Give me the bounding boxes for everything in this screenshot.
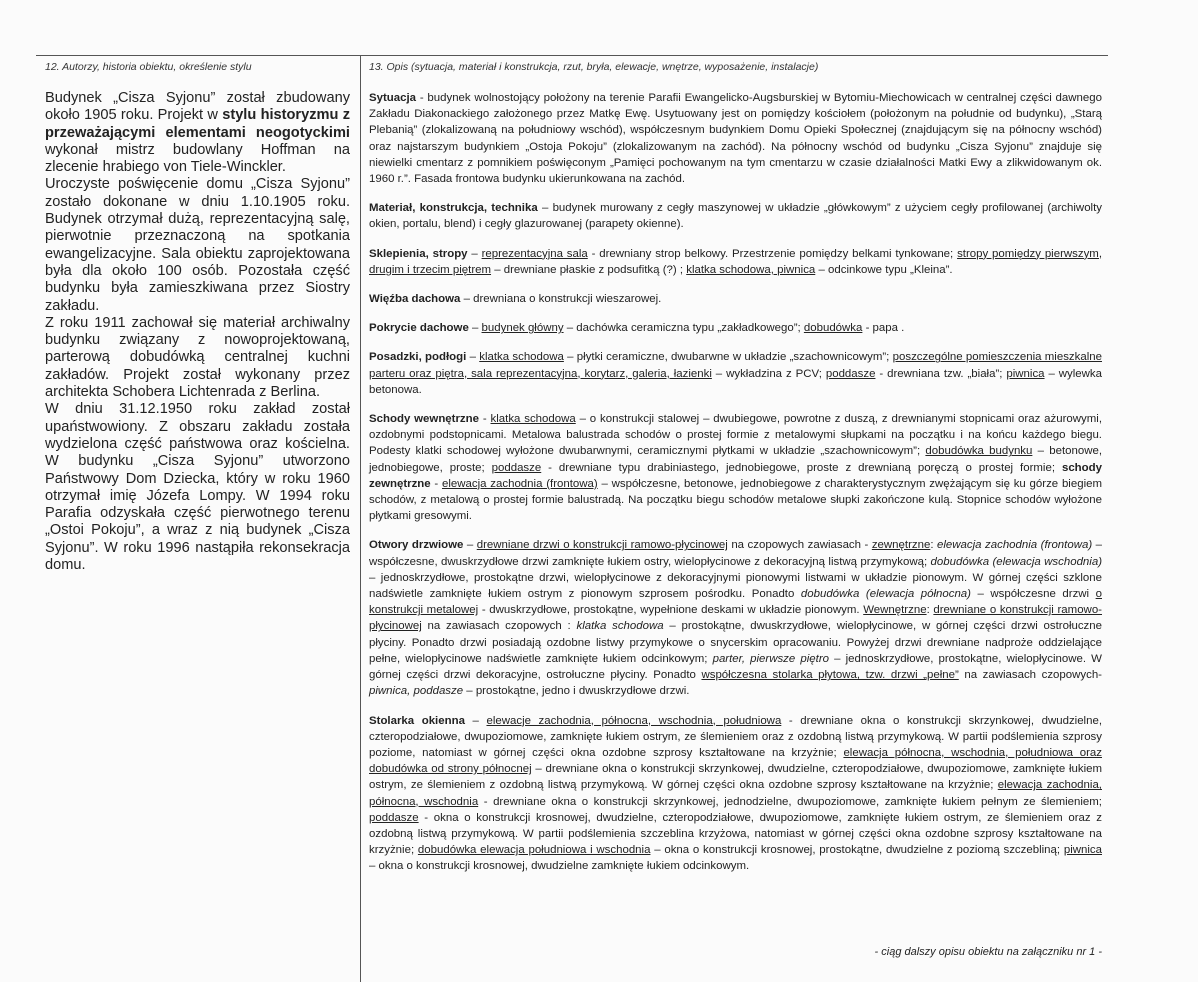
heading-text: Pokrycie dachowe: [369, 322, 469, 335]
text-run: - budynek wolnostojący położony na terenie Parafii Ewangelicko-Augsburskiej w Bytomiu-Miechowicach w centralnej części dawnego Zakładu Diakonackiego założonego przez Matkę Ewę. Usytuowany jest on pomiędzy kościołem (położonym na południe od budynku), „Starą Plebanią” (zlokalizowaną na południowy wschód), współczesnym budynkiem Domu Opieki Społecznej (znajdującym się na północny wschód) oraz najstarszym budynkiem „Ostoja Pokoju” (zlokalizowanym na zachód). Na północny wschód od budynku „Cisza Syjonu” znajduje się niewielki cmentarz z pomnikiem poświęconym „Pamięci pochowanym na tym cmentarzu w czasie działalności Matki Ewy a zlikwidowanym ok. 1960 r.”. Fasada frontowa budynku ukierunkowana na zachód.: [369, 92, 1102, 186]
text-run: elewacja północna, wschodnia, południowa oraz dobudówka od strony północnej: [369, 746, 1102, 776]
heading-text: Więźba dachowa: [369, 293, 461, 306]
text-run: na czopowych zawiasach -: [727, 539, 872, 552]
text-run: piwnica, poddasze: [369, 685, 464, 698]
text-run: dobudówka: [803, 322, 863, 335]
text-run: drewniane drzwi o konstrukcji ramowo-płycinowej: [476, 539, 728, 552]
text-run: – okna o konstrukcji krosnowej, dwudzielne zamknięte łukiem odcinkowym.: [369, 860, 750, 873]
text-run: –: [464, 714, 487, 727]
text-run: – jednoskrzydłowe, prostokątne drzwi, wielopłycinowe z dekoracyjnymi pionowymi listwami w układzie pionowym. W górnej części szklone nadświetle zamknięte łukiem ostrym z pionowym szprosem pośrodku. Ponadto: [369, 571, 1102, 601]
text-run: - papa .: [862, 322, 905, 335]
text-run: – współczesne, dwuskrzydłowe drzwi zamknięte łukiem ostry, wielopłycinowe z dekoracyjną listwą przymykową;: [369, 539, 1102, 568]
heading-text: Otwory drzwiowe: [369, 539, 464, 552]
text-run: parter, pierwsze piętro: [712, 652, 830, 665]
heading-text: Materiał, konstrukcja, technika: [369, 202, 538, 215]
text-run: – okna o konstrukcji krosnowej, prostokątne, dwudzielne z poziomą szczebliną;: [650, 844, 1064, 857]
left-column-header: 12. Autorzy, historia obiektu, określenie stylu: [45, 61, 252, 73]
text-run: klatka schodowa: [576, 620, 664, 633]
text-run: elewacja zachodnia (frontowa): [442, 477, 598, 490]
heading-text: Sytuacja: [369, 92, 417, 104]
text-run: dobudówka (elewacja wschodnia): [930, 555, 1103, 568]
text-run: -: [430, 477, 443, 490]
text-run: stropy pomiędzy pierwszym, drugim i trzecim piętrem: [369, 247, 1103, 276]
text-run: - drewniana tzw. „biała”;: [875, 367, 1007, 380]
heading-text: Sklepienia, stropy: [369, 247, 468, 260]
text-run: dobudówka elewacja południowa i wschodnia: [417, 844, 651, 857]
text-run: na zawiasach czopowych :: [421, 620, 577, 633]
heading-text: schody zewnętrzne: [369, 461, 1102, 490]
description-paragraph: [369, 291, 1102, 307]
text-run: – drewniana o konstrukcji wieszarowej.: [460, 293, 662, 306]
description-paragraph: [369, 537, 1102, 699]
continuation-note: - ciąg dalszy opisu obiektu na załączniku nr 1 -: [874, 946, 1102, 958]
text-run: piwnica: [1063, 844, 1102, 857]
text-run: elewacje zachodnia, północna, wschodnia, południowa: [486, 714, 782, 727]
description-paragraph: [369, 320, 1102, 336]
text-run: zewnętrzne: [871, 539, 931, 552]
top-rule: [36, 55, 1108, 56]
text-run: Uroczyste poświęcenie domu „Cisza Syjonu” zostało dokonane w dniu 1.10.1905 roku. Budynek otrzymał dużą, reprezentacyjną salę, pierwotnie przeznaczoną na spotkania ewangelizacyjne. Sala obiektu zaprojektowana była dla około 100 osób. Pozostała część budynku była zamieszkiwana przez Siostry zakładu.: [45, 176, 350, 314]
text-run: Wewnętrzne: [863, 604, 927, 617]
text-run: elewacja zachodnia (frontowa): [937, 539, 1093, 552]
text-run: dobudówka budynku: [925, 445, 1033, 458]
text-run: elewacja zachodnia, północna, wschodnia: [369, 779, 1102, 808]
text-run: poddasze: [825, 367, 876, 380]
text-run: – budynek murowany z cegły maszynowej w układzie „główkowym” z użyciem cegły profilowanej (archiwolty okien, portalu, blend) i cegły glazurowanej (parapety okienne).: [369, 202, 1102, 231]
text-run: – jednoskrzydłowe, prostokątne, wielopłycinowe. W górnej części drzwi dekoracyjne, ostrołuczne płyciny. Ponadto: [369, 652, 1102, 682]
text-run: :: [930, 539, 938, 552]
column-divider: [360, 55, 361, 982]
text-run: – dachówka ceramiczna typu „zakładkowego”;: [563, 322, 804, 335]
text-run: –: [466, 351, 480, 364]
text-run: o konstrukcji metalowej: [369, 588, 1102, 617]
text-run: klatka schodowa, piwnica: [686, 263, 816, 276]
text-run: – prostokątne, dwuskrzydłowe, wielopłycinowe, w górnej części drzwi ostrołuczne płyciny. Ponadto drzwi posiadają ozdobne listwy przymykowe o snycerskim opracowaniu. Powyżej drzwi drewniane nadproże oddzielające pełne, wielopłycinowe nadświetle zamknięte łukiem odcinkowym;: [369, 620, 1103, 665]
text-run: – o konstrukcji stalowej – dwubiegowe, powrotne z duszą, z drewnianymi stopnicami oraz ażurowymi, ozdobnymi podstopnicami. Metalowa balustrada schodów o prostej formie z metalowymi słupkami na początku i na końcu każdego biegu. Podesty klatki schodowej wyłożone dwubarwnymi, ceramicznymi płytkami w układzie „szachownicowym”;: [369, 413, 1102, 458]
text-run: :: [926, 604, 934, 617]
text-run: – wylewka betonowa.: [369, 367, 1102, 396]
text-run: – współczesne drzwi: [970, 588, 1096, 601]
heading-text: stylu historyzmu z przeważającymi elementami neogotyckimi: [45, 107, 351, 141]
text-run: - okna o konstrukcji krosnowej, dwudzielne, czteropodziałowe, dwupoziomowe, zamknięte łukiem ostrym, ze ślemieniem oraz z ozdobną listwą przymykową. W partii podślemienia szczeblina krzyżowa, natomiast w górnej części okna ozdobne szprosy kształtowane na krzyżnie;: [369, 811, 1102, 857]
history-paragraph: [45, 401, 350, 574]
text-run: –: [463, 539, 477, 552]
text-run: współczesna stolarka płytowa, tzw. drzwi „pełne”: [701, 669, 959, 682]
history-paragraph: [45, 176, 350, 314]
text-run: – betonowe, jednobiegowe, proste;: [369, 445, 1102, 474]
text-run: – płytki ceramiczne, dwubarwne w układzie „szachownicowym”;: [563, 351, 893, 364]
text-run: W dniu 31.12.1950 roku zakład został upaństwowiony. Z obszaru zakładu została wydzielona część państwowa oraz kościelna. W budynku „Cisza Syjonu” utworzono Państwowy Dom Dziecka, który w roku 1960 otrzymał imię Józefa Lompy. W 1994 roku Parafia odzyskała część pierwotnego terenu „Ostoi Pokoju”, a wraz z nią budynek „Cisza Syjonu”. W roku 1996 nastąpiła rekonsekracja domu.: [45, 401, 350, 574]
text-run: – odcinkowe typu „Kleina”.: [815, 263, 953, 276]
heading-text: Posadzki, podłogi: [369, 351, 467, 364]
text-run: dobudówka (elewacja północna): [800, 588, 971, 601]
history-column: [45, 90, 350, 574]
heading-text: Schody wewnętrzne: [369, 413, 479, 426]
text-run: poddasze: [369, 811, 419, 824]
description-paragraph: [369, 90, 1102, 187]
text-run: – prostokątne, jedno i dwuskrzydłowe drzwi.: [463, 685, 690, 698]
heading-text: Stolarka okienna: [369, 714, 465, 727]
description-paragraph: [369, 713, 1102, 875]
text-run: - drewniane okna o konstrukcji skrzynkowej, jednodzielne, dwupoziomowe, zamknięte łukiem pełnym ze ślemieniem;: [478, 795, 1102, 808]
text-run: - drewniane typu drabiniastego, jednobiegowe, proste z drewnianą poręczą o prostej formie;: [541, 461, 1062, 474]
right-column-header: 13. Opis (sytuacja, materiał i konstrukcja, rzut, bryła, elewacje, wnętrze, wyposażenie, instalacje): [369, 61, 819, 73]
text-run: na zawiasach czopowych-: [958, 669, 1102, 682]
text-run: - drewniane okna o konstrukcji skrzynkowej, dwudzielne, czteropodziałowe, dwupoziomowe, zamknięte łukiem ostrym, ze ślemieniem oraz z ozdobną listwą przymykową. W partii podślemienia szprosy poziome, natomiast w górnej części okna ozdobne szprosy kształtowane na krzyżnie;: [369, 714, 1103, 759]
text-run: –: [468, 322, 482, 335]
text-run: poszczególne pomieszczenia mieszkalne parteru oraz piętra, sala reprezentacyjna, korytarz, galeria, łazienki: [369, 351, 1102, 380]
description-paragraph: [369, 411, 1102, 524]
description-paragraph: [369, 200, 1102, 232]
description-column: [369, 90, 1102, 888]
text-run: – drewniane płaskie z podsufitką (?) ;: [491, 263, 687, 276]
text-run: –: [467, 247, 482, 260]
text-run: wykonał mistrz budowlany Hoffman na zlecenie hrabiego von Tiele-Winckler.: [45, 141, 350, 176]
text-run: piwnica: [1006, 367, 1045, 380]
text-run: – drewniane okna o konstrukcji skrzynkowej, dwudzielne, czteropodziałowe, dwupoziomowe, zamknięte łukiem ostrym, ze ślemieniem z ozdobną listwą przymykową. W górnej części okna ozdobne szprosy kształtowane na krzyżnie;: [369, 763, 1102, 792]
text-run: budynek główny: [481, 322, 564, 335]
text-run: – współczesne, betonowe, jednobiegowe z charakterystycznym zwężającym się ku górze biegiem schodów, z metalową o prostej formie balustradą. Na początku biegu schodów metalowe słupki zakończone kulą. Stopnice schodów wyłożone płytkami gresowymi.: [369, 477, 1102, 523]
text-run: drewniane o konstrukcji ramowo-płycinowej: [369, 604, 1102, 633]
text-run: -: [479, 413, 491, 426]
history-paragraph: [45, 90, 350, 176]
text-run: poddasze: [491, 461, 542, 474]
text-run: klatka schodowa: [479, 351, 564, 364]
text-run: Z roku 1911 zachował się materiał archiwalny budynku związany z nowoprojektowaną, parterową dobudówką centralnej kuchni zakładów. Projekt został wykonany przez architekta Schobera Lichtenrada z Berlina.: [45, 314, 350, 401]
history-paragraph: [45, 315, 350, 401]
text-run: - dwuskrzydłowe, prostokątne, wypełnione deskami w układzie pionowym.: [478, 604, 864, 617]
text-run: - drewniany strop belkowy. Przestrzenie pomiędzy belkami tynkowane;: [587, 247, 958, 260]
description-paragraph: [369, 349, 1102, 398]
text-run: – wykładzina z PCV;: [711, 367, 826, 380]
text-run: reprezentacyjna sala: [481, 247, 588, 260]
text-run: klatka schodowa: [490, 413, 576, 426]
description-paragraph: [369, 246, 1102, 278]
text-run: Budynek „Cisza Syjonu” został zbudowany około 1905 roku. Projekt w: [45, 90, 350, 124]
